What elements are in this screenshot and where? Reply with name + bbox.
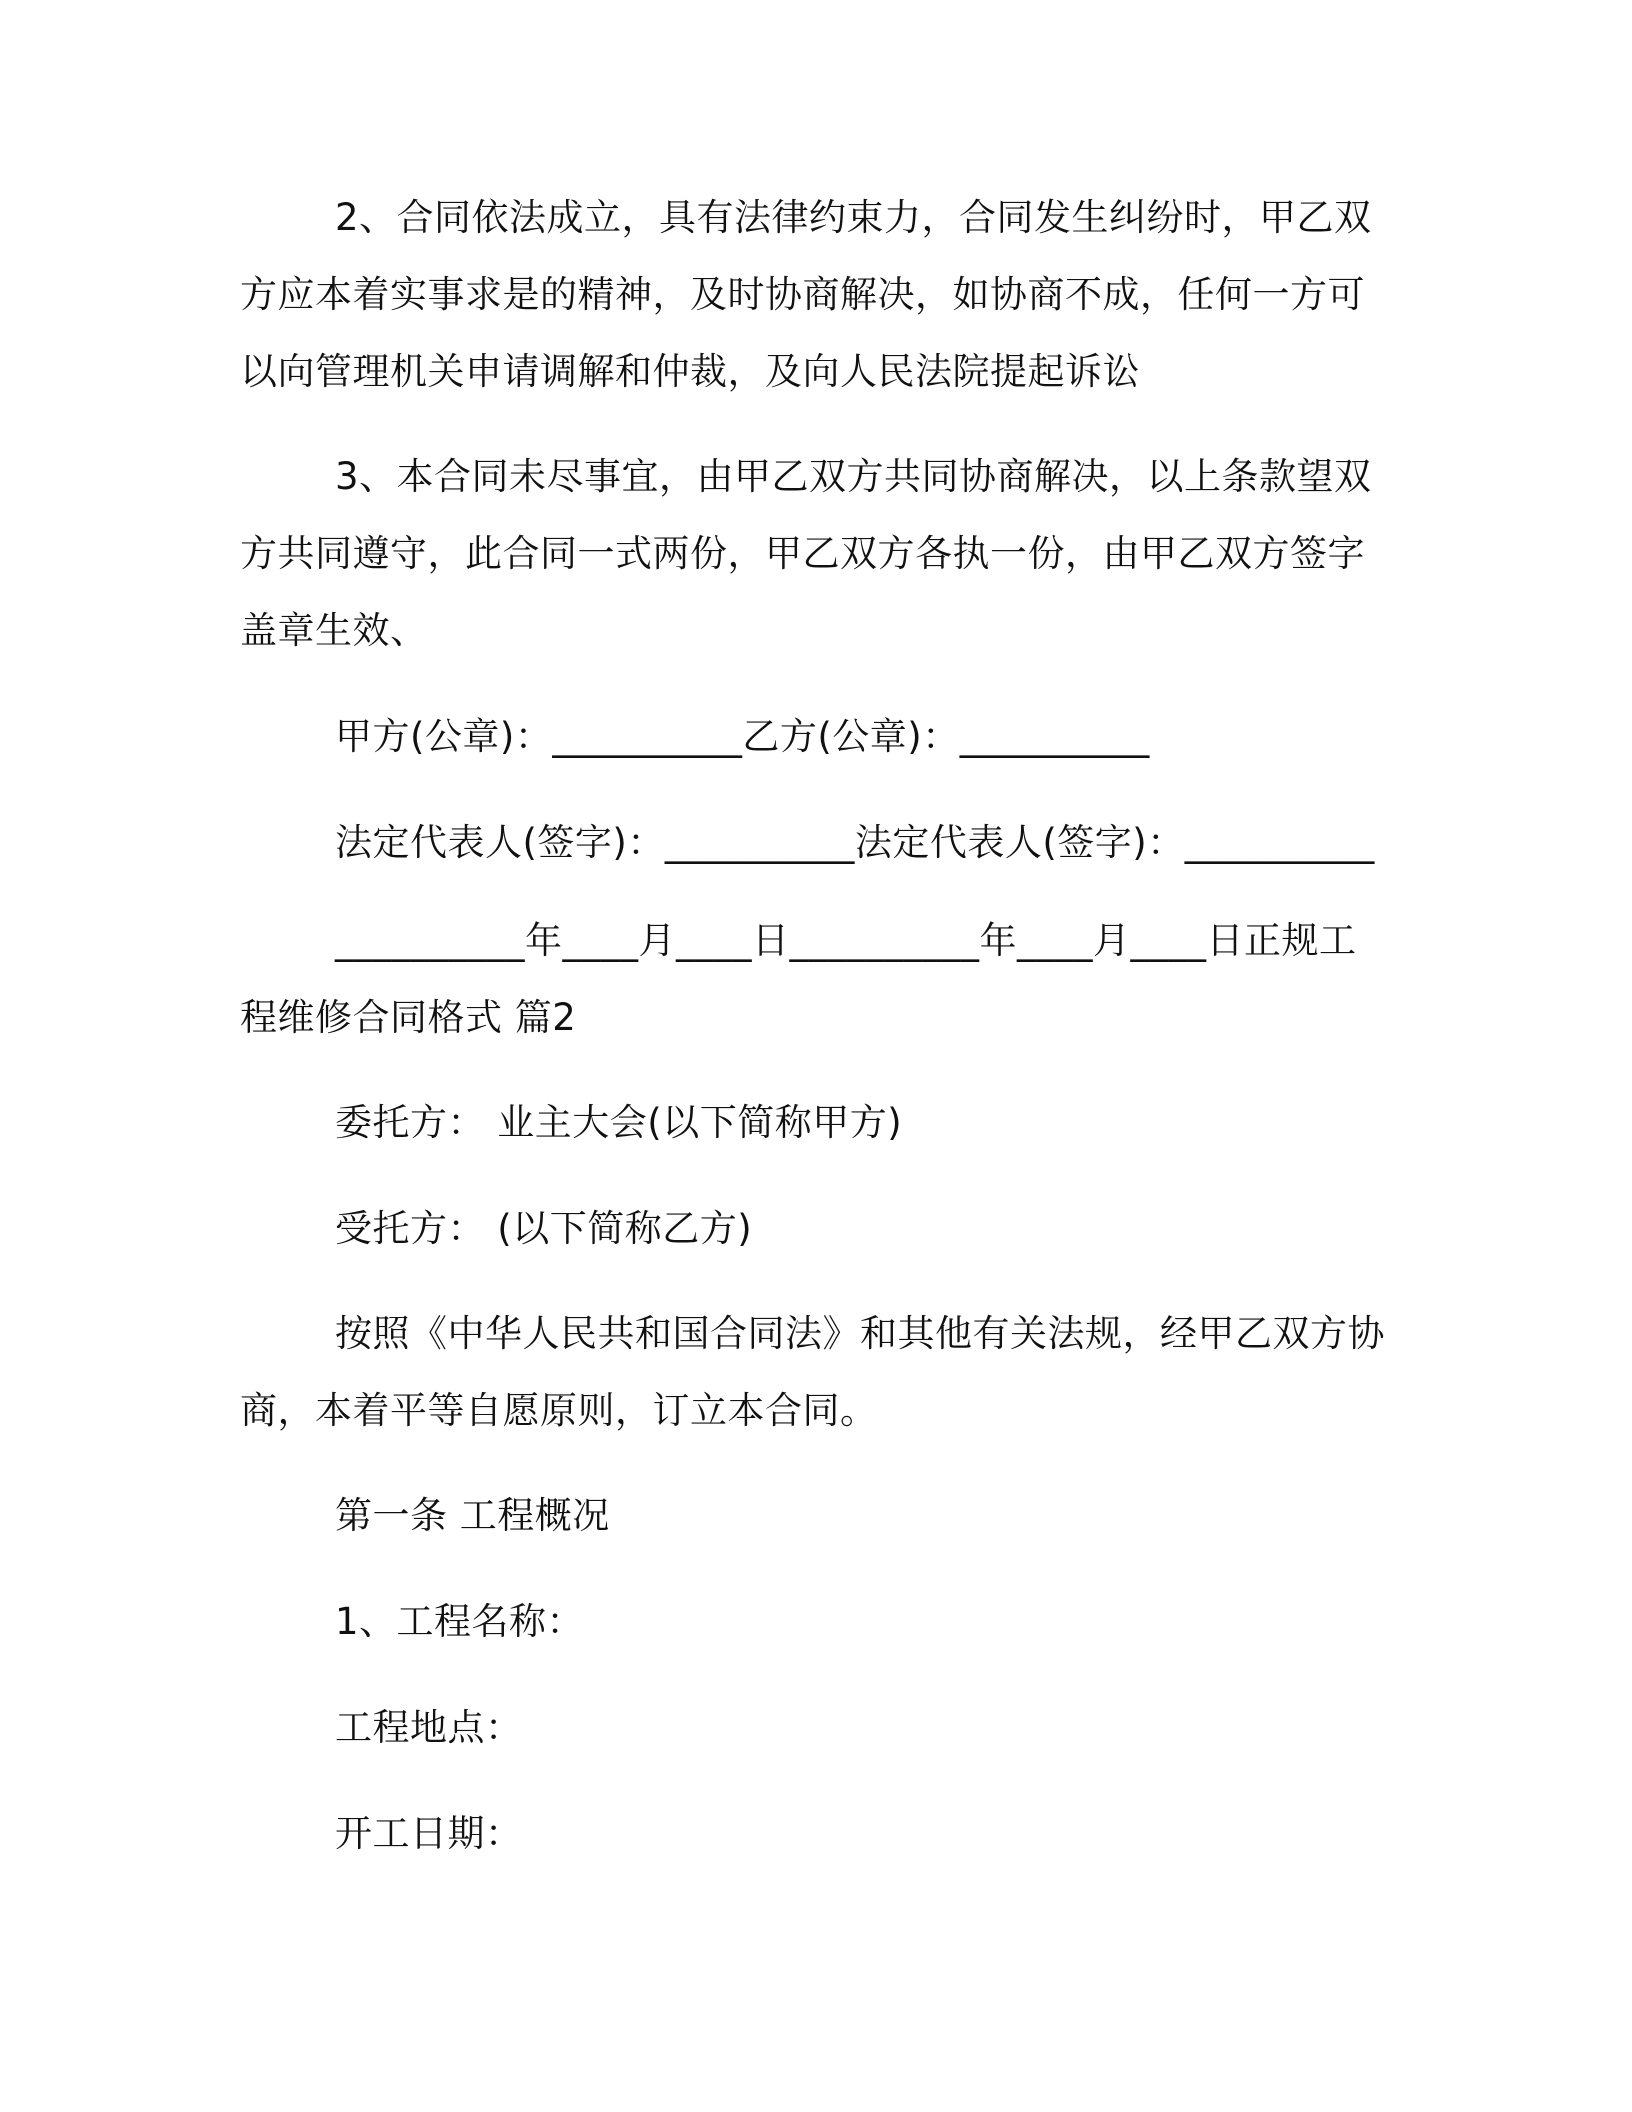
legal-basis-line-2: 商，本着平等自愿原则，订立本合同。 [240, 1389, 878, 1432]
clause-3-line-3: 盖章生效、 [240, 609, 428, 652]
party-seal-line: 甲方(公章)：__________乙方(公章)：__________ [335, 715, 1150, 758]
project-name-field: 1、工程名称： [335, 1600, 585, 1643]
date-line: __________年____月____日__________年____月____日正规工 [335, 919, 1357, 962]
legal-basis-line-1: 按照《中华人民共和国合同法》和其他有关法规，经甲乙双方协 [335, 1312, 1385, 1355]
clause-3-line-1: 3、本合同未尽事宜，由甲乙双方共同协商解决，以上条款望双 [335, 455, 1372, 498]
clause-2-line-3: 以向管理机关申请调解和仲裁，及向人民法院提起诉讼 [240, 350, 1140, 393]
project-location-field: 工程地点： [335, 1706, 523, 1749]
clause-2-line-2: 方应本着实事求是的精神，及时协商解决，如协商不成，任何一方可 [240, 273, 1365, 316]
contractor-party: 受托方： (以下简称乙方) [335, 1207, 753, 1250]
article-1-heading: 第一条 工程概况 [335, 1494, 610, 1537]
clause-3-line-2: 方共同遵守，此合同一式两份，甲乙双方各执一份，由甲乙双方签字 [240, 532, 1365, 575]
start-date-field: 开工日期： [335, 1812, 523, 1855]
section-heading-part-2: 程维修合同格式 篇2 [240, 996, 577, 1039]
clause-2-line-1: 2、合同依法成立，具有法律约束力，合同发生纠纷时，甲乙双 [335, 196, 1372, 239]
legal-representative-line: 法定代表人(签字)：__________法定代表人(签字)：__________ [335, 821, 1375, 864]
client-party: 委托方： 业主大会(以下简称甲方) [335, 1101, 903, 1144]
